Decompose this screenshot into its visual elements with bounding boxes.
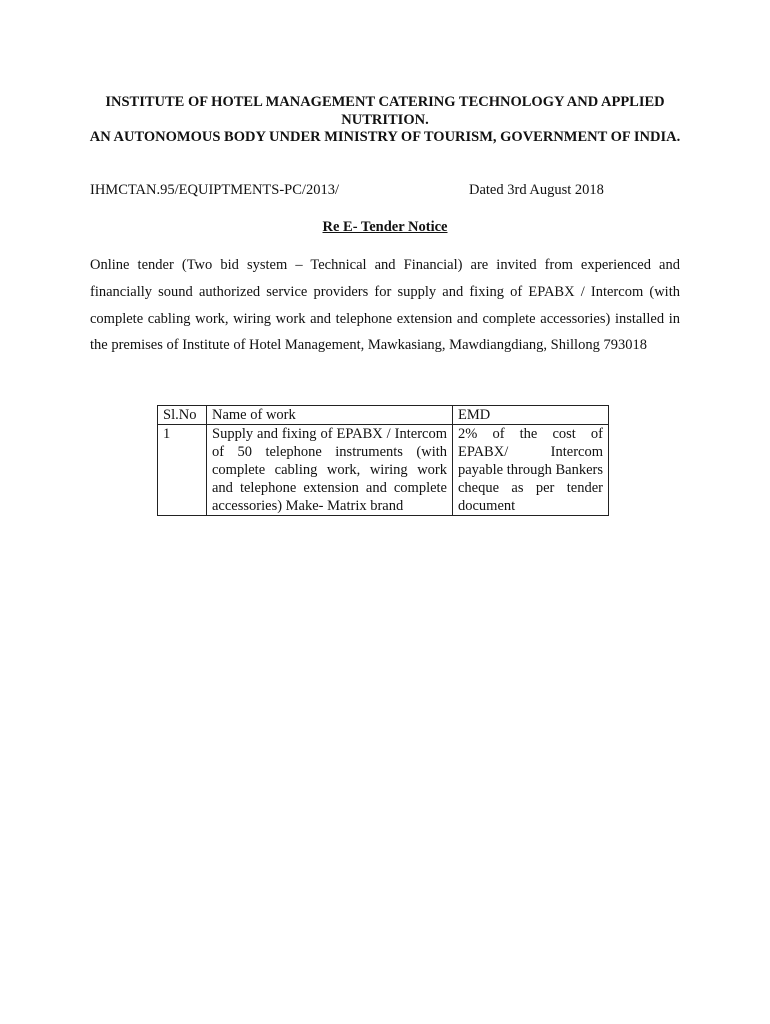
header-name-of-work: Name of work [207, 406, 453, 425]
notice-title: Re E- Tender Notice [322, 219, 448, 235]
header-sl-no: Sl.No [158, 406, 207, 425]
cell-sl-no: 1 [158, 425, 207, 516]
table-header-row [158, 406, 609, 425]
notice-body-paragraph: Online tender (Two bid system – Technical and Financial) are invited from experienced and financially sound authorized service providers for supply and fixing of EPABX / Intercom (with complete cabling work, wiring work and telephone extension and complete accessories) installed in the premises of Institute of Hotel Management, Mawkasiang, Mawdiangdiang, Shillong 793018 [90, 257, 680, 354]
notice-date: Dated 3rd August 2018 [469, 182, 604, 198]
reference-number: IHMCTAN.95/EQUIPTMENTS-PC/2013/ [90, 182, 339, 198]
heading-line-1: INSTITUTE OF HOTEL MANAGEMENT CATERING TECHNOLOGY AND APPLIED NUTRITION. [105, 94, 665, 128]
header-emd: EMD [453, 406, 609, 425]
tender-table [157, 405, 609, 516]
heading-line-2: AN AUTONOMOUS BODY UNDER MINISTRY OF TOURISM, GOVERNMENT OF INDIA. [89, 129, 681, 145]
institute-heading [88, 94, 682, 147]
cell-emd: 2% of the cost of EPABX/ Intercom payable through Bankers cheque as per tender document [453, 425, 609, 516]
cell-name-of-work: Supply and fixing of EPABX / Intercom of 50 telephone instruments (with complete cabling work, wiring work and telephone extension and complete accessories) Make- Matrix brand [207, 425, 453, 516]
table-row [158, 425, 609, 516]
